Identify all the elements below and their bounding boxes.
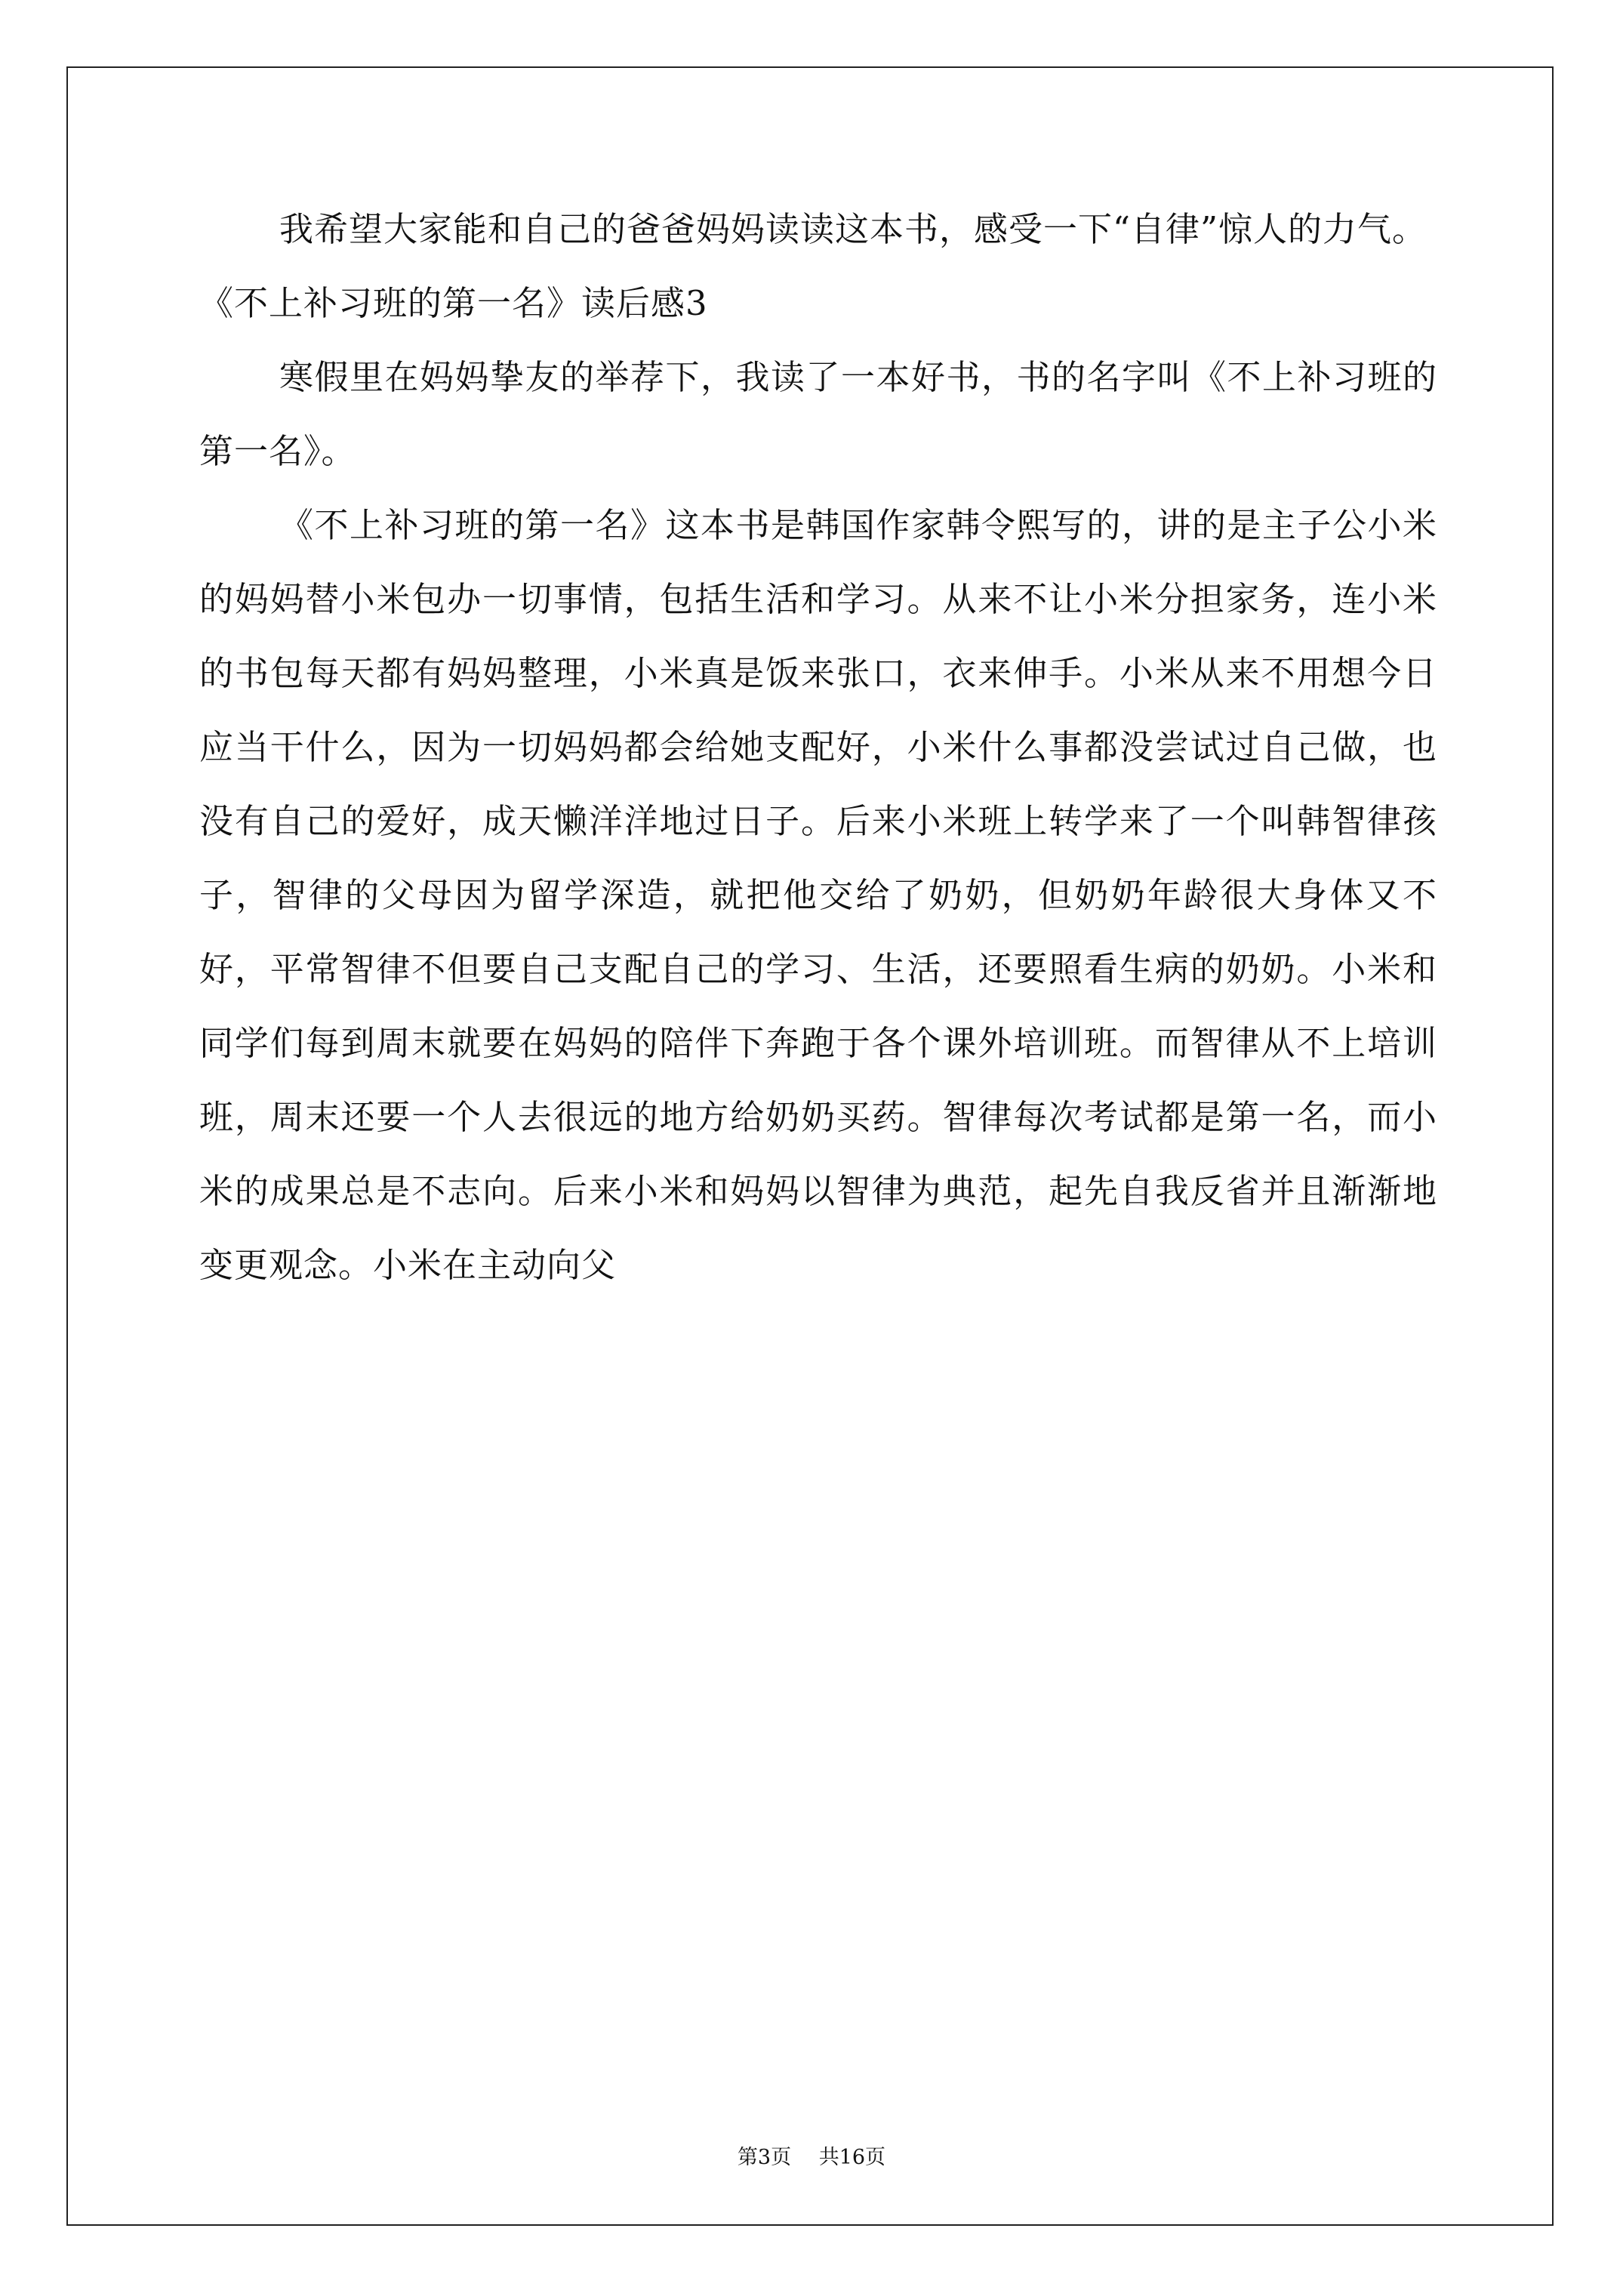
page-footer	[0, 2143, 1623, 2173]
page-total: 共16页	[818, 2146, 886, 2169]
document-body	[199, 193, 1437, 1302]
paragraph-2: 寒假里在妈妈挚友的举荐下，我读了一本好书，书的名字叫《不上补习班的第一名》。	[199, 357, 1437, 471]
section-heading: 《不上补习班的第一名》读后感3	[199, 283, 708, 323]
page-number: 第3页	[737, 2146, 792, 2169]
paragraph-3: 《不上补习班的第一名》这本书是韩国作家韩令熙写的，讲的是主子公小米的妈妈替小米包办一切事情，包括生活和学习。从来不让小米分担家务，连小米的书包每天都有妈妈整理，小米真是饭来张口，衣来伸手。小米从来不用想今日应当干什么，因为一切妈妈都会给她支配好，小米什么事都没尝试过自己做，也没有自己的爱好，成天懒洋洋地过日子。后来小米班上转学来了一个叫韩智律孩子，智律的父母因为留学深造，就把他交给了奶奶，但奶奶年龄很大身体又不好，平常智律不但要自己支配自己的学习、生活，还要照看生病的奶奶。小米和同学们每到周末就要在妈妈的陪伴下奔跑于各个课外培训班。而智律从不上培训班，周末还要一个人去很远的地方给奶奶买药。智律每次考试都是第一名，而小米的成果总是不志向。后来小米和妈妈以智律为典范，起先自我反省并且渐渐地变更观念。小米在主动向父	[199, 505, 1437, 1285]
paragraph-1: 我希望大家能和自己的爸爸妈妈读读这本书，感受一下“自律”惊人的力气。	[279, 209, 1427, 249]
